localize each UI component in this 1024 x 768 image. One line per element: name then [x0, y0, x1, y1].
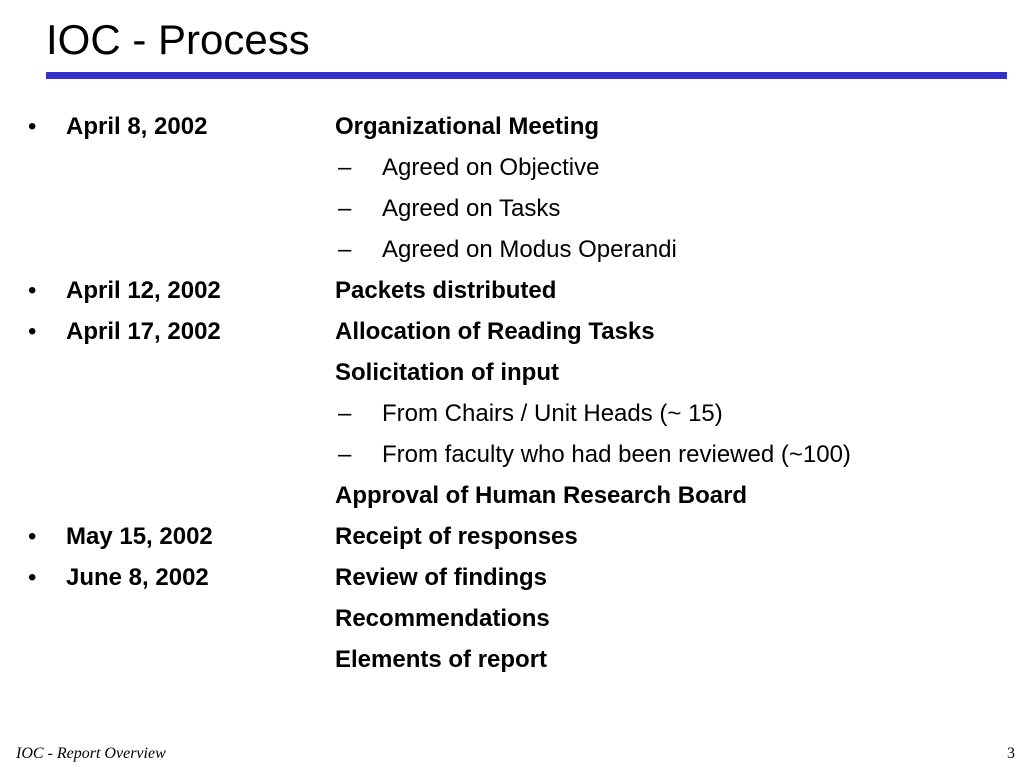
- timeline-continuation: [0, 639, 1024, 680]
- footer-title: IOC - Report Overview: [16, 745, 166, 762]
- timeline-subitem: [0, 147, 1024, 188]
- entry-item: Recommendations: [335, 605, 550, 632]
- timeline-entry: [0, 106, 1024, 147]
- entry-item: Elements of report: [335, 646, 548, 673]
- timeline-continuation: [0, 598, 1024, 639]
- bullet-icon: •: [28, 318, 37, 345]
- subitem-text: Agreed on Modus Operandi: [382, 236, 677, 263]
- dash-icon: –: [338, 154, 352, 181]
- page-number: 3: [1007, 745, 1015, 762]
- entry-date: April 8, 2002: [66, 113, 208, 140]
- timeline-subitem: [0, 229, 1024, 270]
- dash-icon: –: [338, 441, 352, 468]
- entry-item: Packets distributed: [335, 277, 557, 304]
- bullet-icon: •: [28, 523, 37, 550]
- bullet-icon: •: [28, 277, 37, 304]
- subitem-text: From Chairs / Unit Heads (~ 15): [382, 400, 723, 427]
- entry-item: Allocation of Reading Tasks: [335, 318, 655, 345]
- entry-date: May 15, 2002: [66, 523, 213, 550]
- entry-item: Review of findings: [335, 564, 548, 591]
- dash-icon: –: [338, 195, 352, 222]
- bullet-icon: •: [28, 564, 37, 591]
- timeline-entry: [0, 557, 1024, 598]
- entry-item: Organizational Meeting: [335, 113, 600, 140]
- subitem-text: From faculty who had been reviewed (~100): [382, 441, 851, 468]
- timeline-subitem: [0, 188, 1024, 229]
- bullet-icon: •: [28, 113, 37, 140]
- dash-icon: –: [338, 400, 352, 427]
- entry-date: April 12, 2002: [66, 277, 221, 304]
- title-underline: [46, 72, 1007, 79]
- dash-icon: –: [338, 236, 352, 263]
- timeline-subitem: [0, 393, 1024, 434]
- entry-item: Solicitation of input: [335, 359, 559, 386]
- slide-title: IOC - Process: [46, 16, 310, 63]
- entry-item: Receipt of responses: [335, 523, 578, 550]
- timeline-entry: [0, 270, 1024, 311]
- timeline-entry: [0, 516, 1024, 557]
- timeline-continuation: [0, 475, 1024, 516]
- entry-item: Approval of Human Research Board: [335, 482, 748, 509]
- timeline-entry: [0, 311, 1024, 352]
- entry-date: June 8, 2002: [66, 564, 209, 591]
- subitem-text: Agreed on Tasks: [382, 195, 561, 222]
- entry-date: April 17, 2002: [66, 318, 221, 345]
- timeline-subitem: [0, 434, 1024, 475]
- timeline-list: [0, 106, 1024, 680]
- subitem-text: Agreed on Objective: [382, 154, 600, 181]
- timeline-continuation: [0, 352, 1024, 393]
